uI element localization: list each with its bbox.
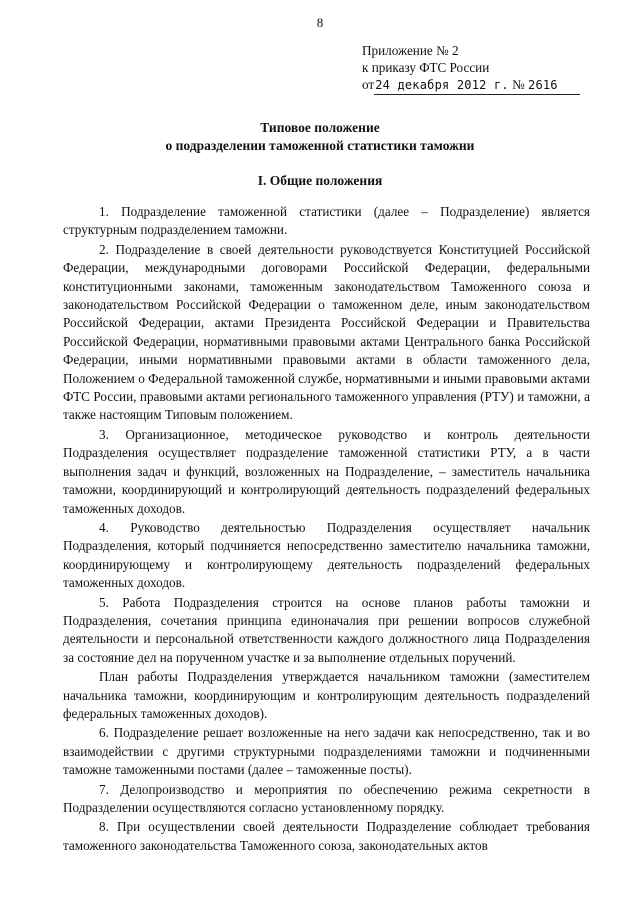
document-subtitle: о подразделении таможенной статистики таможни	[165, 138, 475, 153]
page-number: 8	[316, 15, 324, 30]
paragraph-5-plan: План работы Подразделения утверждается начальником таможни (заместителем начальника таможни, координирующим и контролирующим деятельность подразделений федеральных таможенных доходов).	[63, 669, 590, 721]
appendix-number: Приложение № 2	[362, 43, 459, 58]
paragraph-7: 7. Делопроизводство и мероприятия по обеспечению режима секретности в Подразделении осуществляются согласно установленному порядку.	[63, 781, 590, 815]
appendix-header	[362, 42, 580, 95]
order-date-line	[362, 76, 580, 95]
paragraph-2: 2. Подразделение в своей деятельности руководствуется Конституцией Российской Федерации, международными договорами Российской Федерации, федеральными конституционными законами, таможенным законодательством Таможенного союза и законодательством Российской Федерации о таможенном деле, иным законодательством Российской Федерации, актами Президента Российской Федерации и Правительства Российской Федерации, нормативными правовыми актами Центрального банка Российской Федерации, иными нормативными правовыми актами в области таможенного дела, Положением о Федеральной таможенной службе, нормативными и иными правовыми актами ФТС России, правовыми актами регионального таможенного управления (РТУ) и таможни, а также настоящим Типовым положением.	[63, 241, 590, 423]
paragraph-5: 5. Работа Подразделения строится на основе планов работы таможни и Подразделения, сочетания принципа единоначалия при решении вопросов служебной деятельности и персональной ответственности каждого должностного лица Подразделения за состояние дел на порученном участке и за выполнение отдельных поручений.	[63, 594, 590, 665]
order-date: 24 декабря 2012 г.	[375, 78, 509, 92]
order-prefix: от	[362, 77, 375, 92]
paragraph-1: 1. Подразделение таможенной статистики (далее – Подразделение) является структурным подразделением таможни.	[63, 204, 590, 238]
appendix-order-ref: к приказу ФТС России	[362, 60, 490, 75]
paragraph-3: 3. Организационное, методическое руководство и контроль деятельности Подразделения осуществляет подразделение таможенной статистики РТУ, а в части выполнения задач и функций, возложенных на Подразделение, – заместитель начальника таможни, координирующий и контролирующий деятельность подразделений федеральных таможенных доходов.	[63, 426, 590, 516]
order-number: 2616	[528, 78, 558, 92]
document-body	[63, 203, 590, 855]
document-title: Типовое положение	[260, 120, 380, 135]
order-underline	[374, 76, 579, 95]
paragraph-6: 6. Подразделение решает возложенные на него задачи как непосредственно, так и во взаимодействии с другими структурными подразделениями таможни и подчиненными таможне таможенными постами (далее – таможенные посты).	[63, 725, 590, 778]
section-heading: I. Общие положения	[257, 173, 383, 188]
paragraph-8: 8. При осуществлении своей деятельности Подразделение соблюдает требования таможенного законодательства Таможенного союза, законодательных актов	[63, 819, 590, 853]
order-number-label: №	[512, 77, 525, 92]
paragraph-4: 4. Руководство деятельностью Подразделения осуществляет начальник Подразделения, который подчиняется непосредственно заместителю начальника таможни, координирующему и контролирующему деятельность подразделений федеральных таможенных доходов.	[63, 519, 590, 591]
